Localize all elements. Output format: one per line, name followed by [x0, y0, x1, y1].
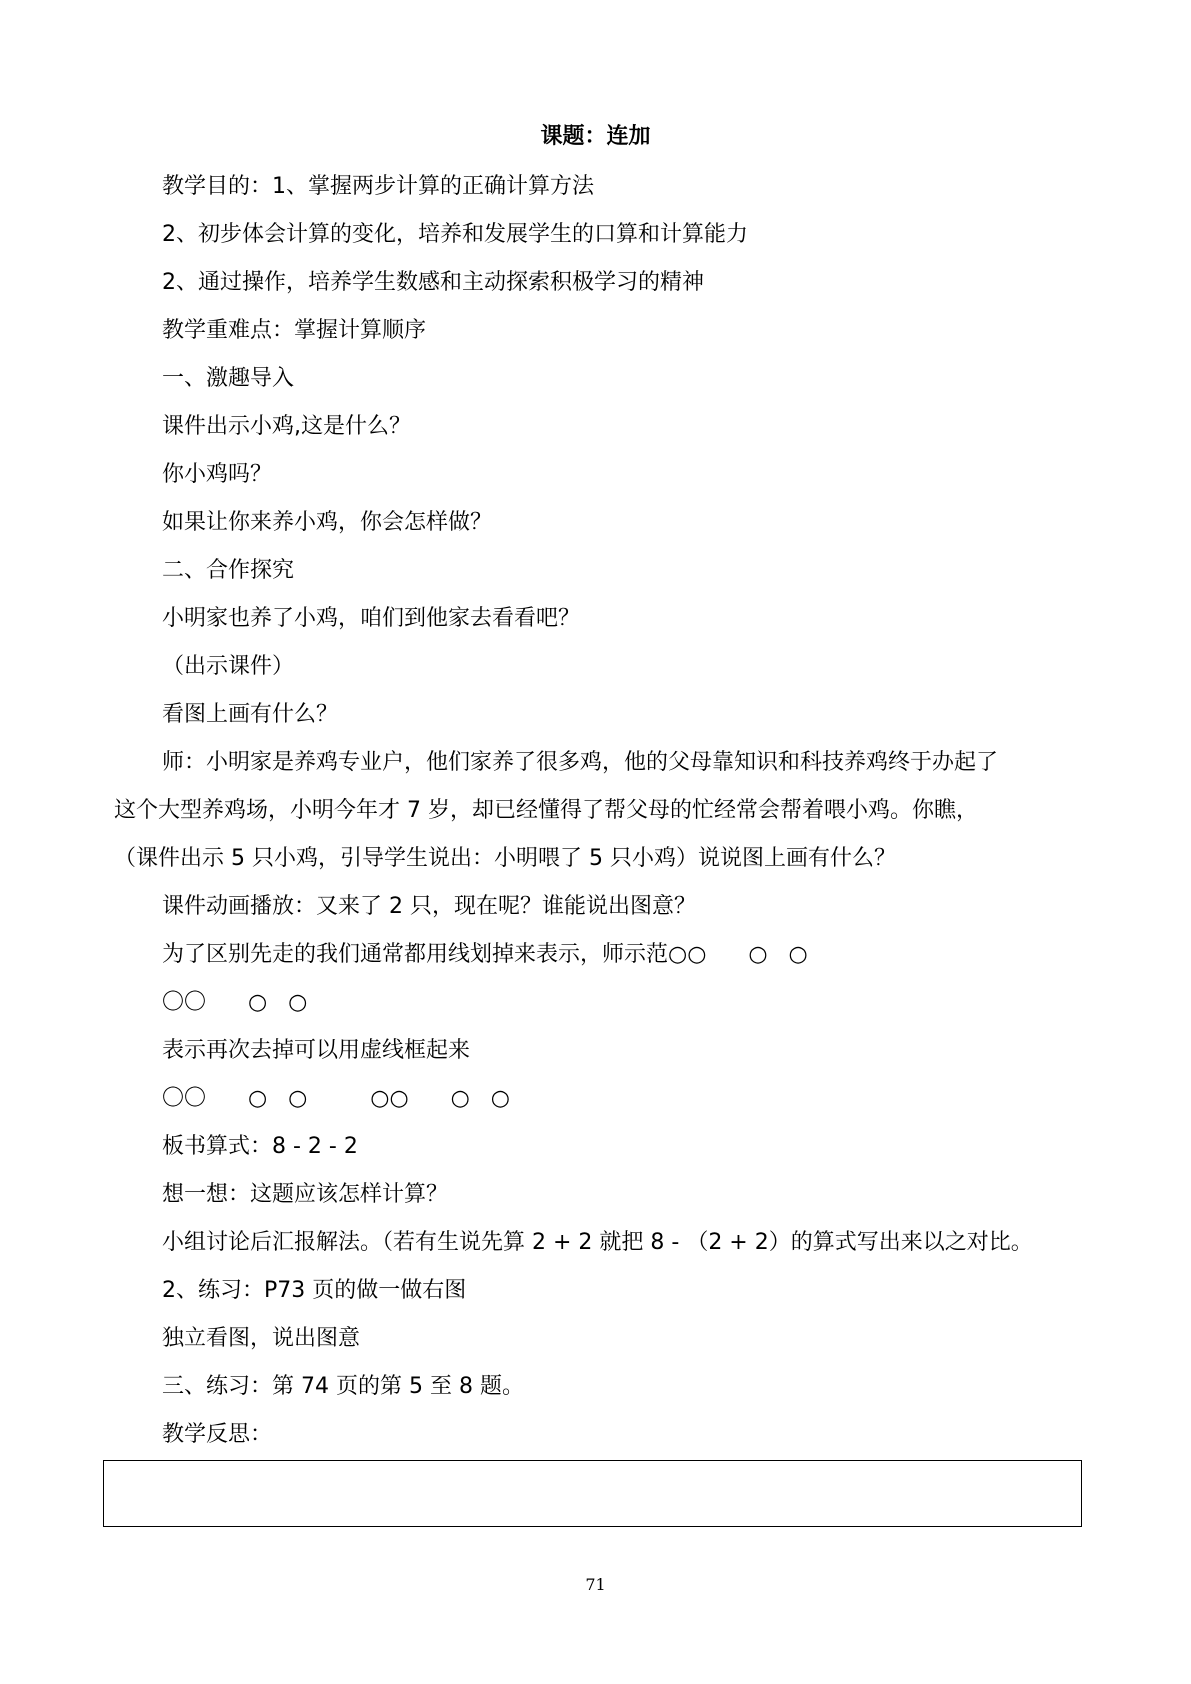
key-difficulty-line: 教学重难点：掌握计算顺序	[162, 318, 427, 343]
section-1-heading: 一、激趣导入	[162, 366, 295, 391]
text-line: 课件出示小鸡,这是什么？	[162, 414, 411, 439]
practice-line: 2、练习：P73 页的做一做右图	[162, 1278, 467, 1303]
objective-3-line: 2、通过操作，培养学生数感和主动探索积极学习的精神	[162, 270, 704, 295]
teacher-paragraph-line-2: 这个大型养鸡场，小明今年才 7 岁，却已经懂得了帮父母的忙经常会帮着喂小鸡。你瞧，	[114, 798, 978, 823]
text-line: 独立看图，说出图意	[162, 1326, 361, 1351]
circles-line: 〇〇 ○ ○	[162, 990, 308, 1015]
board-formula-line: 板书算式：8 - 2 - 2	[162, 1134, 358, 1159]
page-number: 71	[585, 1575, 606, 1594]
text-line: 小明家也养了小鸡，咱们到他家去看看吧？	[162, 606, 581, 631]
lesson-title: 课题：连加	[540, 124, 651, 149]
teacher-paragraph-line-1: 师：小明家是养鸡专业户，他们家养了很多鸡，他的父母靠知识和科技养鸡终于办起了	[162, 750, 999, 775]
teaching-objective-line: 教学目的：1、掌握两步计算的正确计算方法	[162, 174, 594, 199]
text-line: 看图上画有什么？	[162, 702, 339, 727]
circles-line: 〇〇 ○ ○ ○○ ○ ○	[162, 1086, 510, 1111]
group-discussion-line: 小组讨论后汇报解法。（若有生说先算 2 + 2 就把 8 - （2 + 2）的算式写出来以之对比。	[162, 1230, 1033, 1255]
text-line: 如果让你来养小鸡，你会怎样做？	[162, 510, 493, 535]
objective-2-line: 2、初步体会计算的变化，培养和发展学生的口算和计算能力	[162, 222, 748, 247]
text-line: 课件动画播放：又来了 2 只，现在呢？谁能说出图意？	[162, 894, 696, 919]
text-line: 你小鸡吗？	[162, 462, 273, 487]
text-line: 想一想：这题应该怎样计算？	[162, 1182, 449, 1207]
section-2-heading: 二、合作探究	[162, 558, 295, 583]
text-line: 表示再次去掉可以用虚线框起来	[162, 1038, 471, 1063]
section-3-heading: 三、练习：第 74 页的第 5 至 8 题。	[162, 1374, 524, 1399]
teacher-paragraph-line-3: （课件出示 5 只小鸡，引导学生说出：小明喂了 5 只小鸡）说说图上画有什么？	[114, 846, 896, 871]
text-line: （出示课件）	[162, 654, 295, 679]
reflection-box	[103, 1460, 1082, 1527]
reflection-label: 教学反思：	[162, 1422, 273, 1447]
demo-circles-line: 为了区别先走的我们通常都用线划掉来表示，师示范○○ ○ ○	[162, 942, 808, 967]
